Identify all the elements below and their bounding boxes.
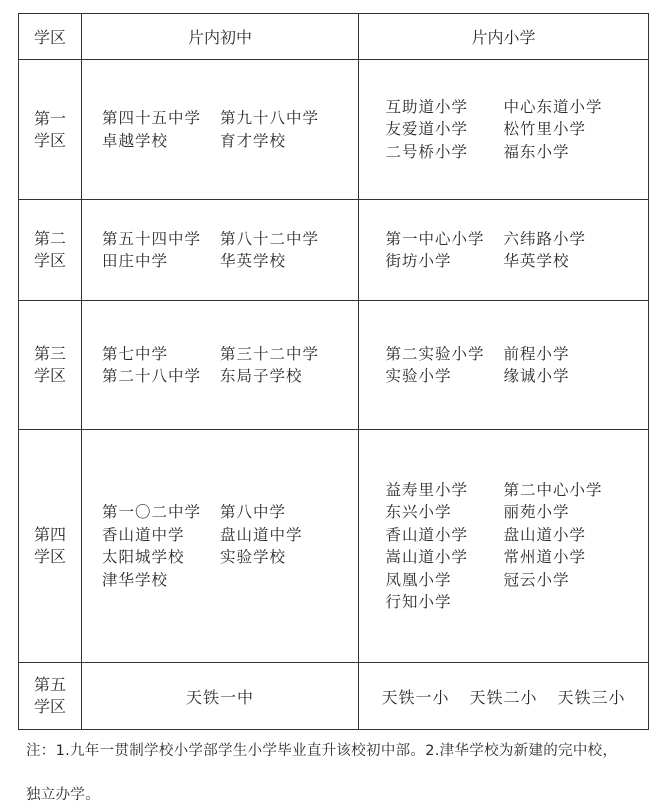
zone-label-line: 第三 — [33, 344, 66, 363]
school-name: 益寿里小学 — [385, 480, 469, 499]
primary-schools-list — [359, 96, 648, 164]
school-name: 第七中学 — [102, 344, 169, 363]
school-name: 第四十五中学 — [102, 109, 202, 127]
header-primary-schools: 片内小学 — [359, 14, 649, 60]
school-name: 第三十二中学 — [220, 344, 320, 363]
zone-label — [19, 200, 82, 301]
zone-row — [19, 663, 649, 730]
school-name: 育才学校 — [220, 131, 287, 150]
footnote — [26, 740, 638, 806]
school-name: 第一中心小学 — [385, 229, 485, 248]
school-name: 友爱道小学 — [385, 120, 469, 139]
primary-schools-cell — [359, 663, 649, 730]
zone-label — [19, 663, 82, 730]
school-name: 香山道中学 — [102, 525, 185, 544]
zone-label-line: 学区 — [33, 366, 66, 385]
zone-label-line: 学区 — [33, 697, 66, 716]
zone-label-line: 第一 — [33, 108, 66, 128]
school-name: 田庄中学 — [102, 252, 169, 270]
zone-label-line: 第五 — [33, 675, 66, 694]
school-name: 第二中心小学 — [503, 480, 603, 499]
school-name: 第二实验小学 — [385, 344, 485, 363]
zone-label — [19, 430, 82, 663]
primary-schools-cell — [359, 200, 649, 301]
school-name: 津华学校 — [102, 570, 169, 589]
school-name: 常州道小学 — [503, 548, 587, 566]
school-name: 缘诚小学 — [503, 367, 570, 385]
school-name: 丽苑小学 — [503, 503, 570, 521]
school-name: 第五十四中学 — [102, 229, 202, 248]
middle-schools-list — [82, 228, 358, 273]
zone-row — [19, 60, 649, 200]
zone-label-line: 学区 — [33, 547, 66, 566]
school-name: 东兴小学 — [385, 503, 452, 521]
school-name: 街坊小学 — [385, 252, 452, 270]
school-name: 第二十八中学 — [102, 367, 202, 385]
primary-schools-list — [359, 343, 648, 388]
zone-label-line: 学区 — [33, 251, 66, 270]
middle-schools-list — [82, 343, 358, 388]
header-zone: 学区 — [19, 14, 82, 60]
school-name: 天铁一中 — [185, 687, 254, 707]
school-name: 实验学校 — [220, 548, 287, 566]
school-name: 华英学校 — [503, 252, 570, 270]
school-name: 天铁三小 — [557, 687, 626, 707]
primary-schools-cell — [359, 301, 649, 430]
school-name: 嵩山道小学 — [385, 548, 469, 566]
school-name: 香山道小学 — [385, 525, 469, 544]
school-name: 六纬路小学 — [503, 229, 587, 248]
middle-schools-cell — [82, 301, 359, 430]
school-name: 实验小学 — [385, 367, 452, 385]
school-name: 第八十二中学 — [220, 229, 320, 248]
middle-schools-cell — [82, 200, 359, 301]
zone-label-line: 第二 — [33, 229, 66, 248]
school-name: 太阳城学校 — [102, 548, 185, 566]
school-name: 华英学校 — [220, 252, 287, 270]
footnote-line: 注：1.九年一贯制学校小学部学生小学毕业直升该校初中部。2.津华学校为新建的完中校， — [26, 743, 618, 759]
footnote-line: 独立办学。 — [26, 787, 100, 803]
zone-label-line: 学区 — [33, 130, 66, 150]
primary-schools-cell — [359, 430, 649, 663]
header-middle-schools: 片内初中 — [82, 14, 359, 60]
primary-schools-cell — [359, 60, 649, 200]
school-name: 东局子学校 — [220, 367, 303, 385]
primary-schools-list — [359, 228, 648, 273]
school-name: 卓越学校 — [102, 131, 169, 150]
primary-schools-list — [359, 685, 648, 708]
school-name: 凤凰小学 — [385, 570, 452, 589]
school-name: 行知小学 — [385, 593, 452, 611]
school-name: 盘山道中学 — [220, 525, 303, 544]
school-name: 前程小学 — [503, 344, 570, 363]
school-name: 二号桥小学 — [385, 142, 469, 161]
school-name: 第一〇二中学 — [102, 503, 202, 521]
school-name: 互助道小学 — [385, 97, 469, 116]
zone-label — [19, 60, 82, 200]
school-name: 中心东道小学 — [503, 97, 603, 116]
school-name: 天铁二小 — [469, 687, 538, 707]
zone-label-line: 第四 — [33, 525, 66, 544]
header-row — [19, 14, 649, 60]
zone-row — [19, 301, 649, 430]
school-name: 福东小学 — [503, 142, 570, 161]
zone-row — [19, 200, 649, 301]
zone-row — [19, 430, 649, 663]
middle-schools-cell — [82, 430, 359, 663]
school-name: 第八中学 — [220, 503, 287, 521]
zone-label — [19, 301, 82, 430]
middle-schools-cell — [82, 663, 359, 730]
school-name: 松竹里小学 — [503, 120, 587, 139]
school-district-table — [18, 13, 649, 730]
school-name: 第九十八中学 — [220, 109, 320, 127]
middle-schools-list — [82, 107, 358, 152]
school-name: 冠云小学 — [503, 570, 570, 589]
school-name: 盘山道小学 — [503, 525, 587, 544]
middle-schools-cell — [82, 60, 359, 200]
primary-schools-list — [359, 479, 648, 614]
school-name: 天铁一小 — [381, 687, 450, 707]
middle-schools-list — [82, 501, 358, 591]
